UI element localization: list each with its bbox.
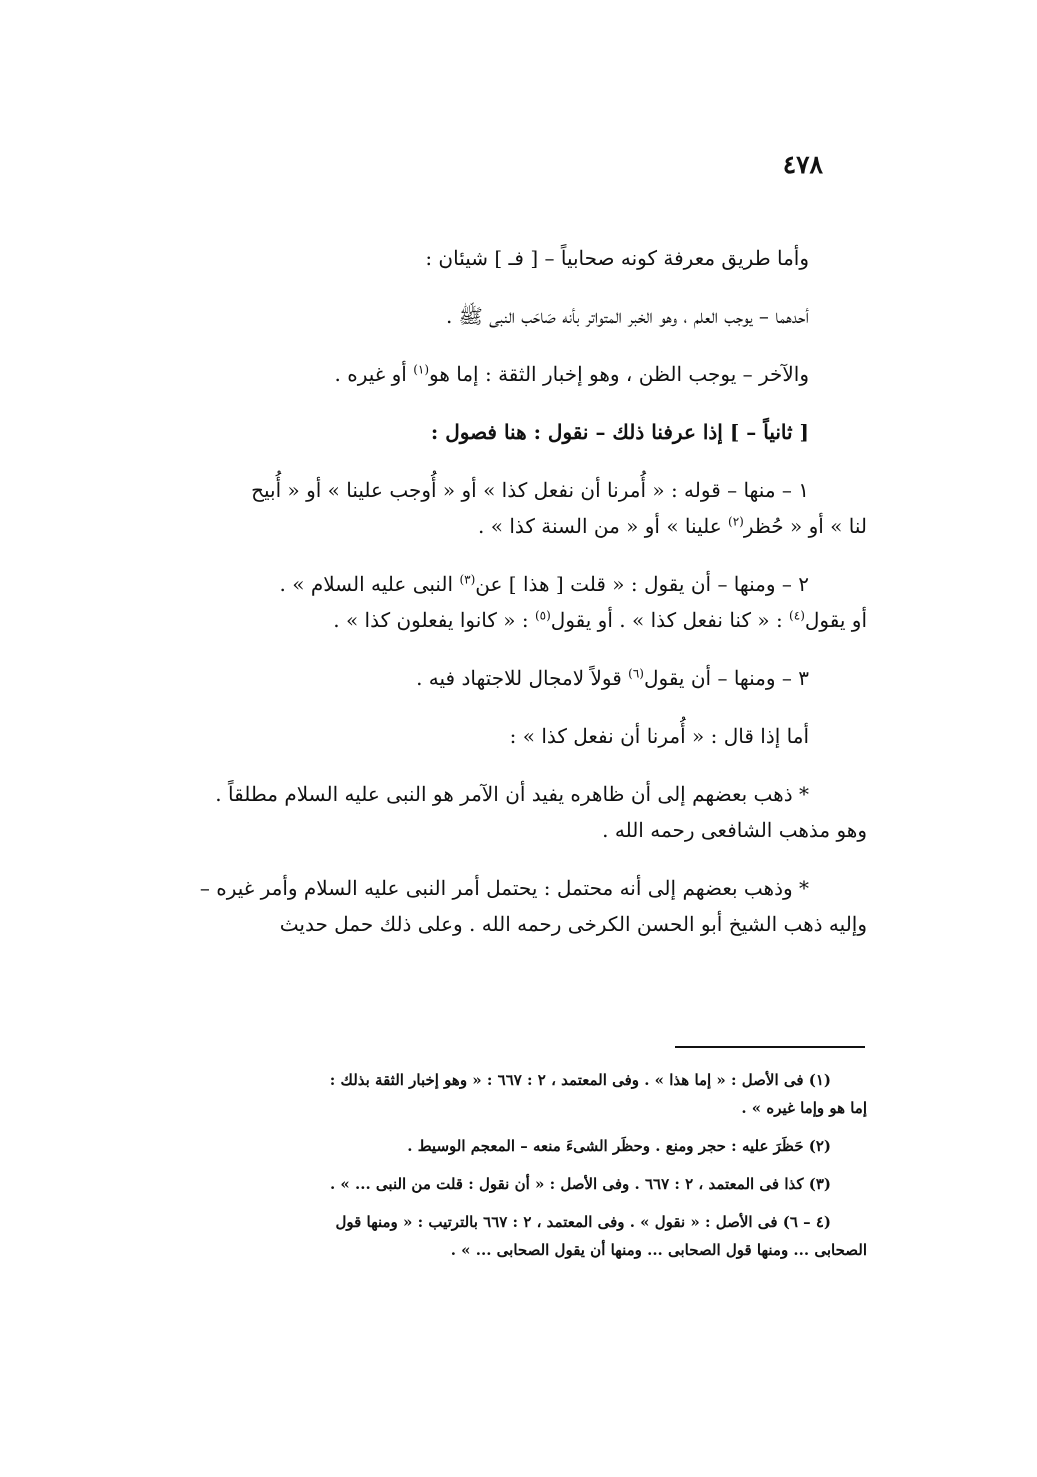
item-2-text-d: : « كنا نفعل كذا » . أو يقول: [550, 608, 790, 632]
item-3-text-b: قولاً لامجال للاجتهاد فيه .: [416, 666, 629, 690]
item-1-line-2: [167, 508, 867, 544]
if-said-paragraph: أما إذا قال : « أُمرنا أن نفعل كذا » :: [509, 724, 809, 748]
opinion-2-line-2: وإليه ذهب الشيخ أبو الحسن الكرخى رحمه الله . وعلى ذلك حمل حديث: [279, 912, 867, 936]
item-1-text-b: علينا » أو « من السنة كذا » .: [478, 514, 729, 538]
opinion-1-paragraph: [167, 776, 867, 848]
opinion-1-line-1: * ذهب بعضهم إلى أن ظاهره يفيد أن الآمر هو النبى عليه السلام مطلقاً .: [215, 782, 809, 806]
opinion-1-line-2: وهو مذهب الشافعى رحمه الله .: [602, 818, 867, 842]
footnotes: [167, 1066, 867, 1274]
footnote-ref-6[interactable]: (٦): [628, 666, 644, 681]
main-text: [167, 240, 867, 942]
second-way-text-a: والآخر – يوجب الظن ، وهو إخبار الثقة : إما هو: [429, 362, 809, 386]
footnote-4-6: [167, 1208, 867, 1264]
footnote-ref-2[interactable]: (٢): [728, 514, 744, 529]
footnote-4-line-1: (٤ – ٦) فى الأصل : « نقول » . وفى المعتمد ، ٢ : ٦٦٧ بالترتيب : « ومنها قول: [335, 1213, 831, 1231]
item-1-paragraph: [167, 472, 867, 544]
opinion-2-paragraph: [167, 870, 867, 942]
first-way-paragraph: أحدهما – يوجب العلم ، وهو الخبر المتواتر بأنه صَاحَب النبى ﷺ .: [445, 304, 809, 328]
item-2-line-2: [167, 602, 867, 638]
item-2-text-c: أو يقول: [804, 608, 867, 632]
second-way-paragraph: [167, 356, 867, 392]
section-heading: [ ثانياً – ] إذا عرفنا ذلك – نقول : هنا فصول :: [430, 420, 809, 444]
footnote-4-line-2: الصحابى ... ومنها قول الصحابى ... ومنها أن يقول الصحابى ... » .: [450, 1241, 867, 1259]
footnote-3: (٣) كذا فى المعتمد ، ٢ : ٦٦٧ . وفى الأصل : « أن نقول : قلت من النبى ... » .: [329, 1175, 831, 1193]
item-2-text-e: : « كانوا يفعلون كذا » .: [333, 608, 535, 632]
footnote-divider: [675, 1046, 865, 1048]
footnote-1: [167, 1066, 867, 1122]
page-number: ٤٧٨: [782, 150, 823, 179]
item-2-paragraph: [167, 566, 867, 638]
item-2-text-a: ٢ – ومنها – أن يقول : « قلت [ هذا ] عن: [475, 572, 809, 596]
footnote-ref-3[interactable]: (٣): [459, 572, 476, 587]
item-1-text-a: لنا » أو « حُظر: [743, 514, 867, 538]
footnote-ref-1[interactable]: (١): [413, 362, 430, 377]
footnote-2: (٢) حَظَرَ عليه : حجر ومنع . وحظَر الشىءَ منعه – المعجم الوسيط .: [407, 1137, 831, 1155]
item-1-line-1: ١ – منها – قوله : « أُمرنا أن نفعل كذا » أو « أُوجب علينا » أو « أُبيح: [251, 478, 809, 502]
opinion-2-line-1: * وذهب بعضهم إلى أنه محتمل : يحتمل أمر النبى عليه السلام وأمر غيره –: [199, 876, 809, 900]
second-way-text-b: أو غيره .: [334, 362, 414, 386]
item-3-paragraph: [167, 660, 867, 696]
footnote-ref-4[interactable]: (٤): [789, 608, 805, 623]
footnote-ref-5[interactable]: (٥): [534, 608, 551, 623]
footnote-1-line-2: إما هو وإما غيره » .: [741, 1099, 867, 1117]
footnote-1-line-1: (١) فى الأصل : « إما هذا » . وفى المعتمد ، ٢ : ٦٦٧ : « وهو إخبار الثقة بذلك :: [329, 1071, 831, 1089]
item-3-text-a: ٣ – ومنها – أن يقول: [643, 666, 809, 690]
intro-paragraph: وأما طريق معرفة كونه صحابياً – [ فـ ] شيئان :: [425, 246, 809, 270]
item-2-text-b: النبى عليه السلام » .: [279, 572, 460, 596]
item-2-line-1: [167, 566, 867, 602]
